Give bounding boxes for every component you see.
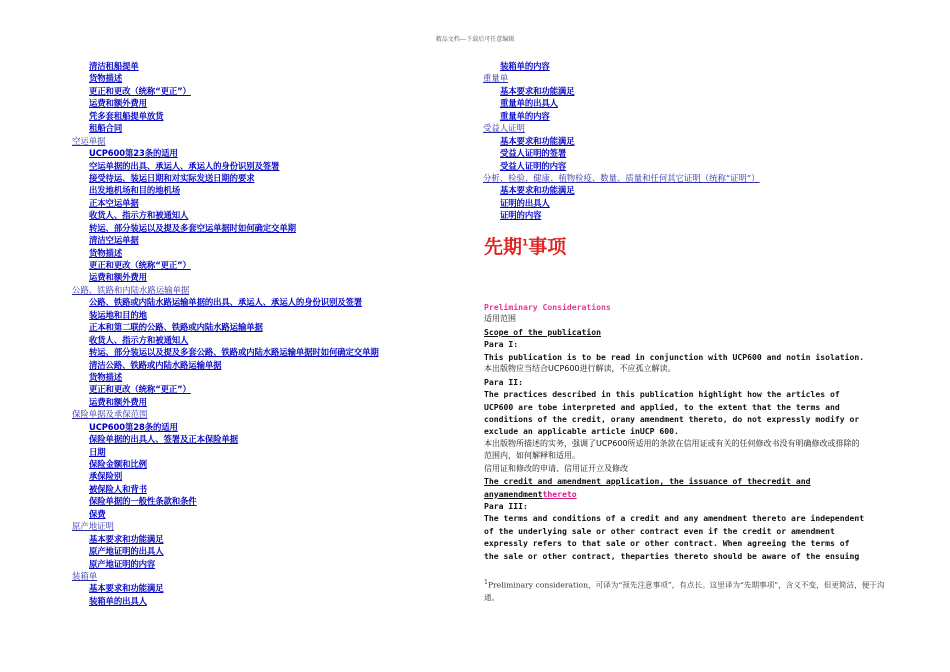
section-title <box>484 232 566 259</box>
toc-item-link[interactable]: 保费 <box>89 508 106 519</box>
toc-item-link[interactable]: 运费和额外费用 <box>89 396 147 407</box>
toc-item-link[interactable]: 受益人证明的签署 <box>500 148 567 159</box>
para-text-cn: 范围内，如何解释和适用。 <box>484 451 580 461</box>
toc-item-link[interactable]: UCP600第28条的适用 <box>89 421 178 432</box>
toc-item-link[interactable]: 日期 <box>89 446 106 457</box>
application-heading: The credit and amendment application, the issuance of thecredit and <box>484 476 811 487</box>
application-heading <box>484 488 894 500</box>
toc-item-link[interactable]: 承保险别 <box>89 471 123 482</box>
toc-item-link[interactable]: 清洁公路、铁路或内陆水路运输单据 <box>89 359 222 370</box>
toc-item-link[interactable]: 装运地和目的地 <box>89 309 147 320</box>
para-text: expressly refers to that sale or other contract. When agreeing the terms of <box>484 538 850 549</box>
toc-section-link[interactable]: 装箱单 <box>72 570 98 581</box>
toc-item-link[interactable]: 被保险人和背书 <box>89 483 147 494</box>
para-text: conditions of the credit, orany amendment thereto, do not expressly modify or <box>484 413 860 424</box>
toc-section-link[interactable]: 原产地证明 <box>72 521 114 532</box>
toc-section-link[interactable]: 公路、铁路和内陆水路运输单据 <box>72 284 190 295</box>
toc-item-link[interactable]: 公路、铁路或内陆水路运输单据的出具、承运人、承运人的身份识别及签署 <box>89 297 363 308</box>
toc-item-link[interactable]: 基本要求和功能满足 <box>89 583 164 594</box>
toc-item-link[interactable]: 货物描述 <box>89 371 123 382</box>
para-text: UCP600 are tobe interpreted and applied, to the extent that the terms and <box>484 401 840 412</box>
para-text: The terms and conditions of a credit and any amendment thereto are independent <box>484 513 865 524</box>
section-title-text: 先期 <box>484 236 523 258</box>
toc-left-column <box>72 60 412 607</box>
toc-item-link[interactable]: 证明的内容 <box>500 210 542 221</box>
footnote-mark: 1 <box>522 238 529 249</box>
toc-item-link[interactable]: 凭多套租船提单放货 <box>89 110 164 121</box>
toc-item-link[interactable]: 基本要求和功能满足 <box>500 185 575 196</box>
toc-item-link[interactable]: 装箱单的出具人 <box>89 595 147 606</box>
toc-section-link[interactable]: 空运单据 <box>72 135 106 146</box>
toc-item-link[interactable]: 保险金额和比例 <box>89 459 147 469</box>
toc-item-link[interactable]: 证明的出具人 <box>500 197 550 208</box>
thereto-link[interactable]: thereto <box>542 488 577 499</box>
toc-section-link[interactable]: 分析、检验、健康、植物检疫、数量、质量和任何其它证明（统称“证明”） <box>483 172 760 183</box>
para-text: of the underlying sale or other contract even if the credit or amendment <box>484 525 835 536</box>
toc-item-link[interactable]: 保险单据的出具人、签署及正本保险单据 <box>89 434 238 445</box>
para-label: Para II: <box>484 376 523 387</box>
toc-right-column <box>483 60 883 222</box>
toc-item-link[interactable]: 保险单据的一般性条款和条件 <box>89 496 197 507</box>
toc-item-link[interactable]: 货物描述 <box>89 247 123 258</box>
toc-item-link[interactable]: 重量单的出具人 <box>500 98 558 109</box>
toc-item-link[interactable]: 运费和额外费用 <box>89 98 147 109</box>
toc-item-link[interactable]: 更正和更改（统称“更正”） <box>89 384 191 395</box>
toc-item-link[interactable]: 货物描述 <box>89 73 123 84</box>
para-text: This publication is to be read in conjunction with UCP600 and notin isolation. <box>484 351 865 362</box>
toc-item-link[interactable]: 更正和更改（统称“更正”） <box>89 85 191 96</box>
para-text: the sale or other contract, theparties thereto should be aware of the ensuing <box>484 550 860 561</box>
toc-item-link[interactable]: 基本要求和功能满足 <box>89 533 164 544</box>
toc-item-link[interactable]: 受益人证明的内容 <box>500 160 567 171</box>
footnote <box>484 577 894 604</box>
toc-item-link[interactable]: 运费和额外费用 <box>89 272 147 283</box>
toc-item-link[interactable]: 原产地证明的出具人 <box>89 546 164 557</box>
page-header: 精品文档---下载后可任意编辑 <box>435 36 515 43</box>
toc-item-link[interactable]: 收货人、指示方和被通知人 <box>89 334 189 345</box>
toc-item-link[interactable]: 正本空运单据 <box>89 197 139 208</box>
toc-item-link[interactable]: 正本和第二联的公路、铁路或内陆水路运输单据 <box>89 322 263 333</box>
toc-item-link[interactable]: 出发地机场和目的地机场 <box>89 185 181 196</box>
section-title-text: 事项 <box>528 236 567 258</box>
toc-section-link[interactable]: 保险单据及承保范围 <box>72 409 148 420</box>
scope-heading: Scope of the publication <box>484 326 601 337</box>
toc-item-link[interactable]: 重量单的内容 <box>500 110 550 121</box>
application-heading-cn: 信用证和修改的申请、信用证开立及修改 <box>484 463 628 473</box>
toc-item-link[interactable]: 清洁租船提单 <box>89 61 139 71</box>
para-label: Para III: <box>484 501 528 511</box>
para-text-cn: 本出版物应当结合UCP600进行解读，不应孤立解读。 <box>484 364 676 374</box>
toc-list <box>483 60 883 222</box>
footnote-text: Preliminary consideration，可译为“预先注意事项”，有点长。这里译为“先期事项”，含义不变，但更简洁，便于沟通。 <box>484 580 885 602</box>
footnote-mark: 1 <box>484 579 489 586</box>
toc-item-link[interactable]: 空运单据的出具、承运人、承运人的身份识别及签署 <box>89 160 280 171</box>
para-text: exclude an applicable article inUCP 600. <box>484 426 679 437</box>
toc-item-link[interactable]: 更正和更改（统称“更正”） <box>89 260 191 270</box>
para-label: Para I: <box>484 339 519 350</box>
toc-item-link[interactable]: 清洁空运单据 <box>89 235 139 246</box>
toc-item-link[interactable]: 原产地证明的内容 <box>89 558 156 569</box>
toc-item-link[interactable]: 基本要求和功能满足 <box>500 85 575 96</box>
para-text: The practices described in this publication highlight how the articles of <box>484 389 840 400</box>
toc-item-link[interactable]: 接受待运、装运日期和对实际发送日期的要求 <box>89 172 255 183</box>
scope-cn: 适用范围 <box>484 314 516 324</box>
toc-item-link[interactable]: 收货人、指示方和被通知人 <box>89 210 189 221</box>
toc-item-link[interactable]: 租船合同 <box>89 123 123 134</box>
toc-item-link[interactable]: 装箱单的内容 <box>500 61 550 71</box>
toc-item-link[interactable]: 转运、部分装运以及提及多套空运单据时如何确定交单期 <box>89 222 296 233</box>
toc-item-link[interactable]: 转运、部分装运以及提及多套公路、铁路或内陆水路运输单据时如何确定交单期 <box>89 347 379 358</box>
toc-section-link[interactable]: 重量单 <box>483 73 509 84</box>
prelim-heading: Preliminary Considerations <box>484 302 611 312</box>
toc-list <box>72 60 412 607</box>
para-text-cn: 本出版物所描述的实务，强调了UCP600所适用的条款在信用证或有关的任何修改书没有明确修改或排除的 <box>484 438 860 448</box>
toc-section-link[interactable]: 受益人证明 <box>483 123 525 134</box>
document-body <box>484 301 894 562</box>
toc-item-link[interactable]: UCP600第23条的适用 <box>89 148 178 159</box>
toc-item-link[interactable]: 基本要求和功能满足 <box>500 135 575 146</box>
application-heading-part: anyamendment <box>484 488 543 499</box>
